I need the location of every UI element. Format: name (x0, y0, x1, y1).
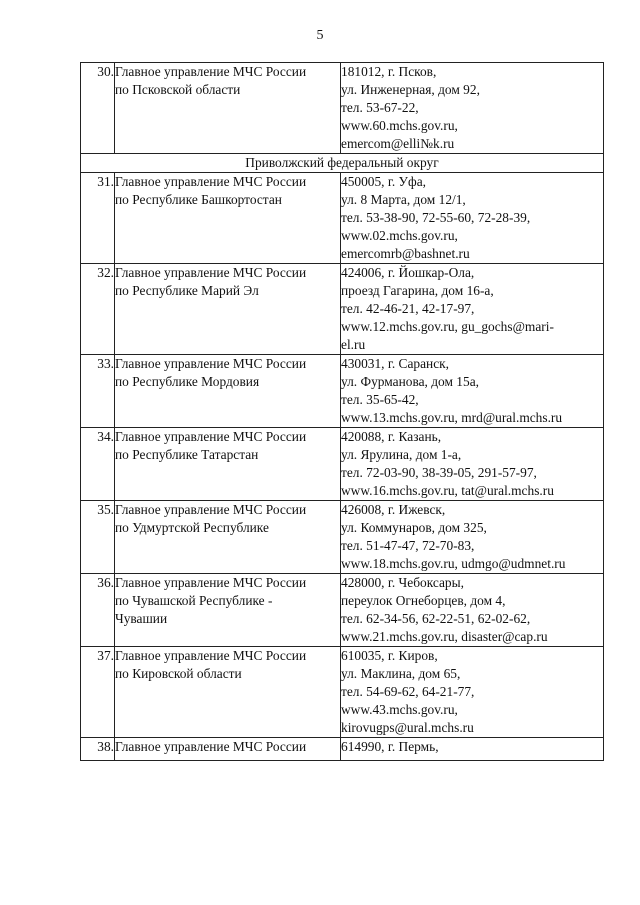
address-line: www.18.mchs.gov.ru, udmgo@udmnet.ru (341, 556, 566, 571)
address-line: тел. 51-47-47, 72-70-83, (341, 538, 475, 553)
address-line: 614990, г. Пермь, (341, 739, 439, 754)
address-line: 426008, г. Ижевск, (341, 502, 446, 517)
address-line: emercom@elli№k.ru (341, 136, 455, 151)
table-row (81, 173, 604, 264)
address-line: тел. 53-38-90, 72-55-60, 72-28-39, (341, 210, 531, 225)
table-row (81, 63, 604, 154)
address-line: 181012, г. Псков, (341, 64, 437, 79)
row-number: 34. (81, 428, 115, 501)
address-line: www.43.mchs.gov.ru, (341, 702, 458, 717)
organization-cell (115, 428, 341, 501)
address-line: 420088, г. Казань, (341, 429, 442, 444)
row-number: 35. (81, 501, 115, 574)
organization-line: по Кировской области (115, 666, 242, 681)
organization-cell (115, 173, 341, 264)
table-row (81, 264, 604, 355)
address-cell (341, 647, 604, 738)
table-row (81, 738, 604, 761)
organization-line: по Псковской области (115, 82, 241, 97)
address-line: ул. 8 Марта, дом 12/1, (341, 192, 466, 207)
address-line: www.60.mchs.gov.ru, (341, 118, 458, 133)
row-number: 38. (81, 738, 115, 761)
address-line: ул. Фурманова, дом 15а, (341, 374, 479, 389)
organization-cell (115, 355, 341, 428)
organization-line: Главное управление МЧС России (115, 429, 307, 444)
address-cell (341, 173, 604, 264)
organization-line: Главное управление МЧС России (115, 174, 307, 189)
organization-line: Главное управление МЧС России (115, 648, 307, 663)
address-line: тел. 72-03-90, 38-39-05, 291-57-97, (341, 465, 537, 480)
page-number: 5 (316, 28, 324, 43)
row-number: 31. (81, 173, 115, 264)
row-number: 33. (81, 355, 115, 428)
table-row (81, 574, 604, 647)
row-number: 36. (81, 574, 115, 647)
organization-line: Главное управление МЧС России (115, 356, 307, 371)
organization-line: по Республике Башкортостан (115, 192, 282, 207)
organization-line: Чувашии (115, 611, 168, 626)
address-cell (341, 63, 604, 154)
organization-line: по Чувашской Республике - (115, 593, 273, 608)
organization-line: Главное управление МЧС России (115, 739, 307, 754)
address-line: тел. 53-67-22, (341, 100, 419, 115)
address-line: www.16.mchs.gov.ru, tat@ural.mchs.ru (341, 483, 554, 498)
table-row (81, 647, 604, 738)
address-line: тел. 42-46-21, 42-17-97, (341, 301, 475, 316)
organization-cell (115, 264, 341, 355)
address-line: 610035, г. Киров, (341, 648, 438, 663)
address-line: www.13.mchs.gov.ru, mrd@ural.mchs.ru (341, 410, 563, 425)
address-line: www.12.mchs.gov.ru, gu_gochs@mari- (341, 319, 554, 334)
address-cell (341, 428, 604, 501)
organization-line: Главное управление МЧС России (115, 502, 307, 517)
address-cell (341, 355, 604, 428)
address-line: тел. 35-65-42, (341, 392, 419, 407)
address-line: тел. 54-69-62, 64-21-77, (341, 684, 475, 699)
organization-cell (115, 647, 341, 738)
address-line: kirovugps@ural.mchs.ru (341, 720, 474, 735)
address-line: тел. 62-34-56, 62-22-51, 62-02-62, (341, 611, 531, 626)
address-cell (341, 501, 604, 574)
address-line: 428000, г. Чебоксары, (341, 575, 464, 590)
address-line: переулок Огнеборцев, дом 4, (341, 593, 506, 608)
address-line: 430031, г. Саранск, (341, 356, 450, 371)
organization-line: по Республике Татарстан (115, 447, 259, 462)
organization-line: по Удмуртской Республике (115, 520, 269, 535)
address-line: emercomrb@bashnet.ru (341, 246, 470, 261)
address-line: ул. Коммунаров, дом 325, (341, 520, 487, 535)
address-line: www.02.mchs.gov.ru, (341, 228, 458, 243)
organization-cell (115, 574, 341, 647)
address-cell (341, 574, 604, 647)
address-line: ул. Маклина, дом 65, (341, 666, 461, 681)
district-row (81, 154, 604, 173)
organization-cell (115, 63, 341, 154)
district-heading: Приволжский федеральный округ (81, 154, 604, 173)
table-row (81, 355, 604, 428)
organization-line: по Республике Мордовия (115, 374, 260, 389)
address-line: ул. Инженерная, дом 92, (341, 82, 480, 97)
organization-line: по Республике Марий Эл (115, 283, 259, 298)
table-row (81, 428, 604, 501)
address-line: www.21.mchs.gov.ru, disaster@cap.ru (341, 629, 548, 644)
directory-table (80, 62, 604, 761)
organization-line: Главное управление МЧС России (115, 575, 307, 590)
table-row (81, 501, 604, 574)
organization-line: Главное управление МЧС России (115, 64, 307, 79)
organization-cell (115, 738, 341, 761)
row-number: 32. (81, 264, 115, 355)
address-line: el.ru (341, 337, 366, 352)
address-cell (341, 738, 604, 761)
row-number: 37. (81, 647, 115, 738)
address-line: проезд Гагарина, дом 16-а, (341, 283, 494, 298)
organization-line: Главное управление МЧС России (115, 265, 307, 280)
address-line: 450005, г. Уфа, (341, 174, 426, 189)
address-cell (341, 264, 604, 355)
row-number: 30. (81, 63, 115, 154)
address-line: ул. Ярулина, дом 1-а, (341, 447, 462, 462)
address-line: 424006, г. Йошкар-Ола, (341, 265, 475, 280)
organization-cell (115, 501, 341, 574)
